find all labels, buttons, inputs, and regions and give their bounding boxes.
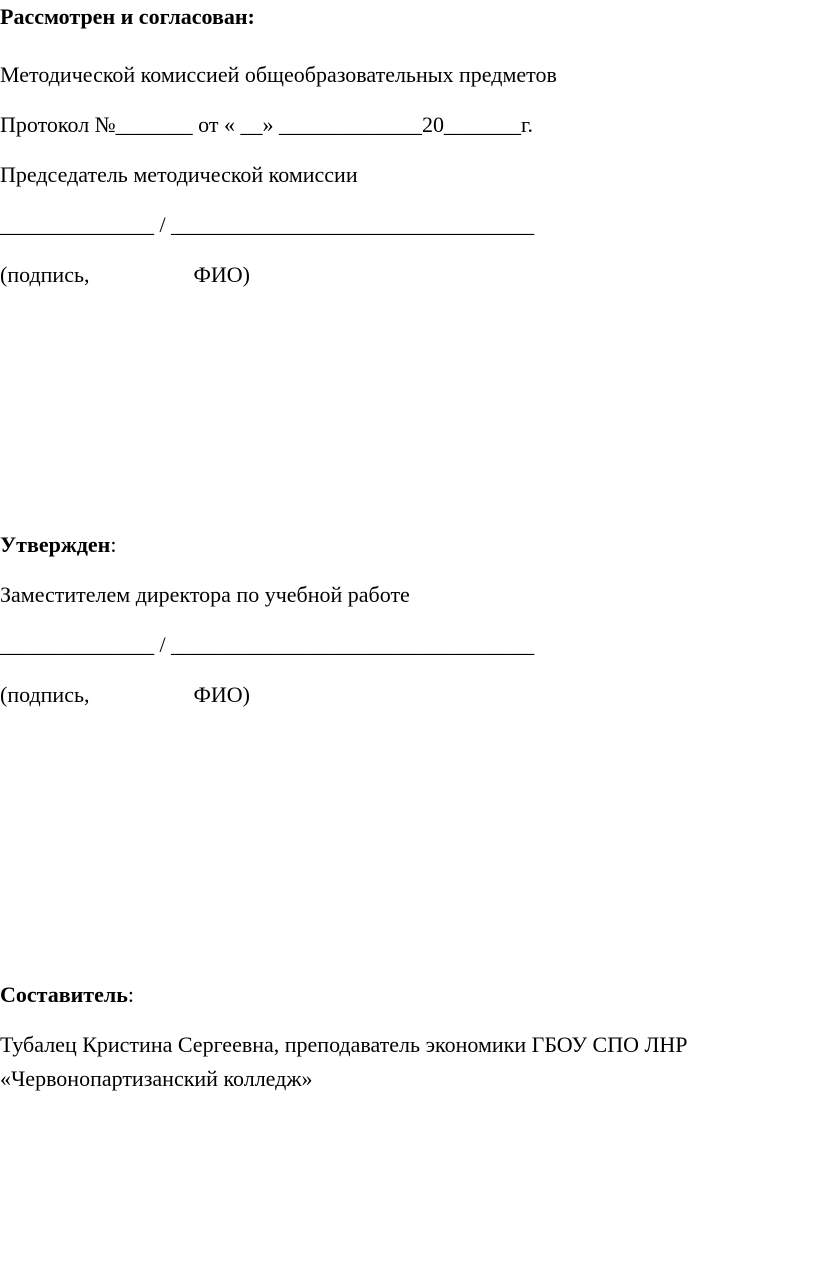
signature-caption [0,682,250,708]
committee-text: Методической комиссией общеобразовательных предметов [0,62,557,87]
chair-text: Председатель методической комиссии [0,162,358,187]
approved-heading-label: Утвержден [0,532,111,557]
approved-heading [0,532,116,558]
reviewed-heading: Рассмотрен и согласован: [0,4,255,29]
author-text-line1: Тубалец Кристина Сергеевна, преподаватель экономики ГБОУ СПО ЛНР [0,1032,688,1057]
caption-signature: (подпись, [0,262,90,287]
approver-text: Заместителем директора по учебной работе [0,582,410,607]
author-text-line2: «Червонопартизанский колледж» [0,1066,313,1091]
signature-line: ______________ / _________________________________ [0,212,535,237]
protocol-text: Протокол №_______ от « __» _____________20_______г. [0,112,534,137]
caption-name: ФИО) [193,262,250,287]
signature-caption [0,262,250,288]
caption-name: ФИО) [193,682,250,707]
author-heading-label: Составитель [0,982,128,1007]
approved-heading-colon: : [110,532,117,557]
caption-signature: (подпись, [0,682,90,707]
signature-line: ______________ / _________________________________ [0,632,535,657]
author-heading [0,982,134,1008]
author-heading-colon: : [127,982,134,1007]
